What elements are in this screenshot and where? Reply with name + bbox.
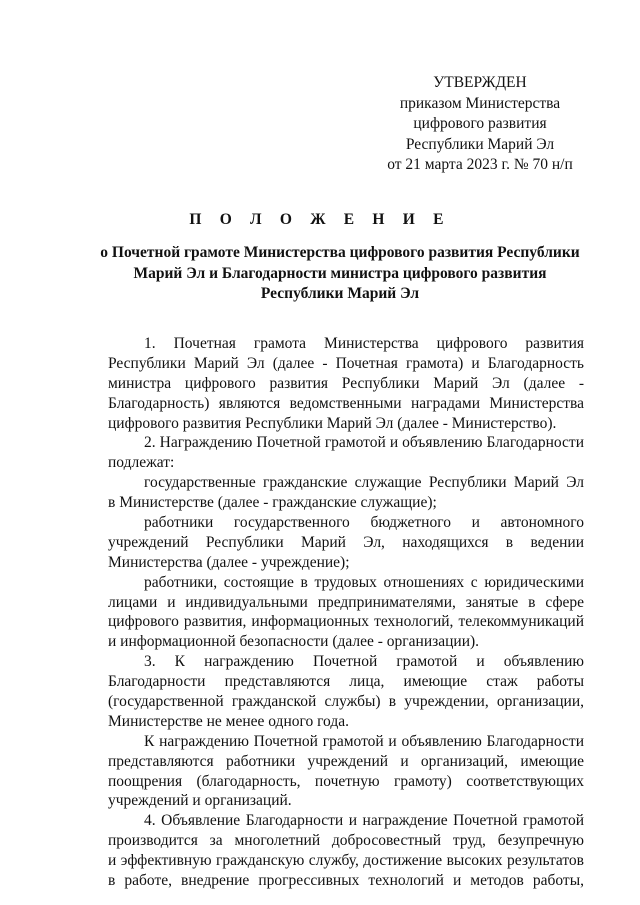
body-line: в работе, внедрение прогрессивных технологий и методов работы, — [108, 872, 584, 890]
body-line: представляются работники учреждений и организаций, имеющие — [108, 752, 584, 770]
body-line: работники государственного бюджетного и автономного — [144, 514, 584, 532]
body-line: 1. Почетная грамота Министерства цифрового развития — [144, 335, 584, 352]
body-line: учреждений и организаций. — [108, 792, 292, 810]
body-line: 2. Награждению Почетной грамотой и объявлению Благодарности — [144, 434, 584, 452]
approval-line: приказом Министерства — [399, 94, 561, 112]
document-subtitle — [100, 243, 580, 305]
body-line: 4. Объявление Благодарности и награждение Почетной грамотой — [144, 812, 584, 830]
body-line: министра цифрового развития Республики Марий Эл (далее - — [108, 374, 584, 392]
approval-line: Республики Марий Эл — [405, 135, 555, 153]
body-line: в Министерстве (далее - гражданские служащие); — [108, 494, 437, 512]
body-line: учреждений Республики Марий Эл, находящихся в ведении — [108, 533, 584, 551]
approval-line: УТВЕРЖДЕН — [433, 74, 527, 91]
approval-line: от 21 марта 2023 г. № 70 н/п — [387, 156, 573, 173]
body-line: Министерства (далее - учреждение); — [108, 553, 350, 571]
body-line: подлежат: — [108, 454, 175, 472]
body-line: (государственной гражданской службы) в учреждении, организации, — [108, 693, 584, 711]
body-line: государственные гражданские служащие Республики Марий Эл — [144, 474, 584, 492]
body-line: Благодарность) являются ведомственными наградами Министерства — [108, 394, 584, 412]
body-line: Благодарности представляются лица, имеющие стаж работы — [108, 673, 584, 691]
body-line: и информационной безопасности (далее - организации). — [108, 633, 480, 651]
subtitle-line: Республики Марий Эл — [260, 285, 420, 302]
body-line: К награждению Почетной грамотой и объявлению Благодарности — [144, 732, 584, 750]
subtitle-line: о Почетной грамоте Министерства цифрового развития Республики — [100, 244, 580, 261]
body-line: производится за многолетний добросовестный труд, безупречную — [108, 832, 584, 850]
document-body — [108, 334, 584, 891]
subtitle-line: Марий Эл и Благодарности министра цифрового развития — [133, 264, 547, 282]
body-line: Республики Марий Эл (далее - Почетная грамота) и Благодарность — [108, 354, 584, 372]
body-line: Министерстве не менее одного года. — [108, 712, 349, 730]
body-line: 3. К награждению Почетной грамотой и объявлению — [144, 653, 584, 671]
body-line: работники, состоящие в трудовых отношениях с юридическими — [144, 573, 584, 591]
body-line: поощрения (благодарность, почетную грамоту) соответствующих — [108, 772, 584, 790]
body-line: цифрового развития Республики Марий Эл (далее - Министерство). — [108, 414, 557, 432]
body-line: и эффективную гражданскую службу, достижение высоких результатов — [108, 852, 584, 870]
approval-line: цифрового развития — [413, 115, 547, 132]
approval-stamp — [365, 73, 595, 176]
document-title: П О Л О Ж Е Н И Е — [189, 211, 451, 228]
body-line: лицами и индивидуальными предпринимателями, занятые в сфере — [108, 593, 584, 611]
body-line: цифрового развития, информационных технологий, телекоммуникаций — [108, 613, 584, 631]
